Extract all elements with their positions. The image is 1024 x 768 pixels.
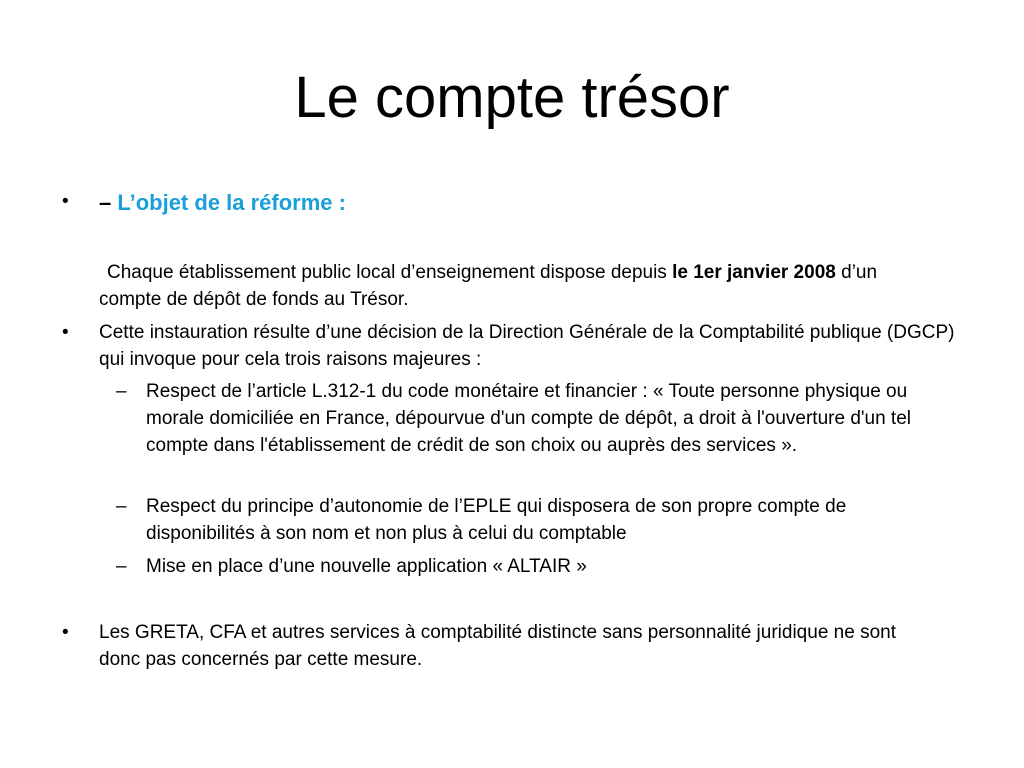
bullet-marker: • bbox=[62, 322, 69, 343]
sub-item-autonomy bbox=[116, 493, 956, 547]
bullet-marker: • bbox=[62, 622, 69, 643]
bullet-text: Cette instauration résulte d’une décision de la Direction Générale de la Comptabilité publique (DGCP) qui invoque pour cela trois raisons majeures : bbox=[99, 322, 955, 370]
sub-item-text: Respect du principe d’autonomie de l’EPLE qui disposera de son propre compte de disponibilités à son nom et non plus à celui du comptable bbox=[146, 496, 847, 544]
paragraph-before: Chaque établissement public local d’enseignement dispose depuis bbox=[107, 262, 673, 283]
sub-item-altair bbox=[116, 553, 956, 580]
reform-paragraph bbox=[99, 259, 939, 313]
bullet-dgcp-decision bbox=[62, 319, 962, 373]
dash-marker: – bbox=[116, 556, 127, 577]
paragraph-date: le 1er janvier 2008 bbox=[672, 262, 836, 283]
paragraph-after: d’un compte de dépôt de fonds au Trésor. bbox=[99, 262, 878, 310]
reform-heading bbox=[99, 188, 346, 218]
bullet-greta-cfa bbox=[62, 619, 902, 673]
sub-item-text: Mise en place d’une nouvelle application « ALTAIR » bbox=[146, 556, 587, 577]
sub-item-text: Respect de l’article L.312-1 du code monétaire et financier : « Toute personne physique ou morale domiciliée en France, dépourvue d'un compte de dépôt, a droit à l'ouverture d'un tel compte dans l'établissement de crédit de son choix ou auprès des services ». bbox=[146, 381, 912, 456]
reform-paragraph-text bbox=[99, 259, 939, 313]
heading-dash: – bbox=[99, 190, 112, 215]
dash-marker: – bbox=[116, 496, 127, 517]
sub-item-article-l312 bbox=[116, 378, 956, 459]
bullet-text: Les GRETA, CFA et autres services à comptabilité distincte sans personnalité juridique ne sont donc pas concernés par cette mesure. bbox=[99, 622, 896, 670]
dash-marker: – bbox=[116, 381, 127, 402]
slide-title: Le compte trésor bbox=[294, 65, 730, 130]
heading-text: L’objet de la réforme : bbox=[117, 190, 346, 215]
bullet-marker: • bbox=[62, 191, 69, 212]
